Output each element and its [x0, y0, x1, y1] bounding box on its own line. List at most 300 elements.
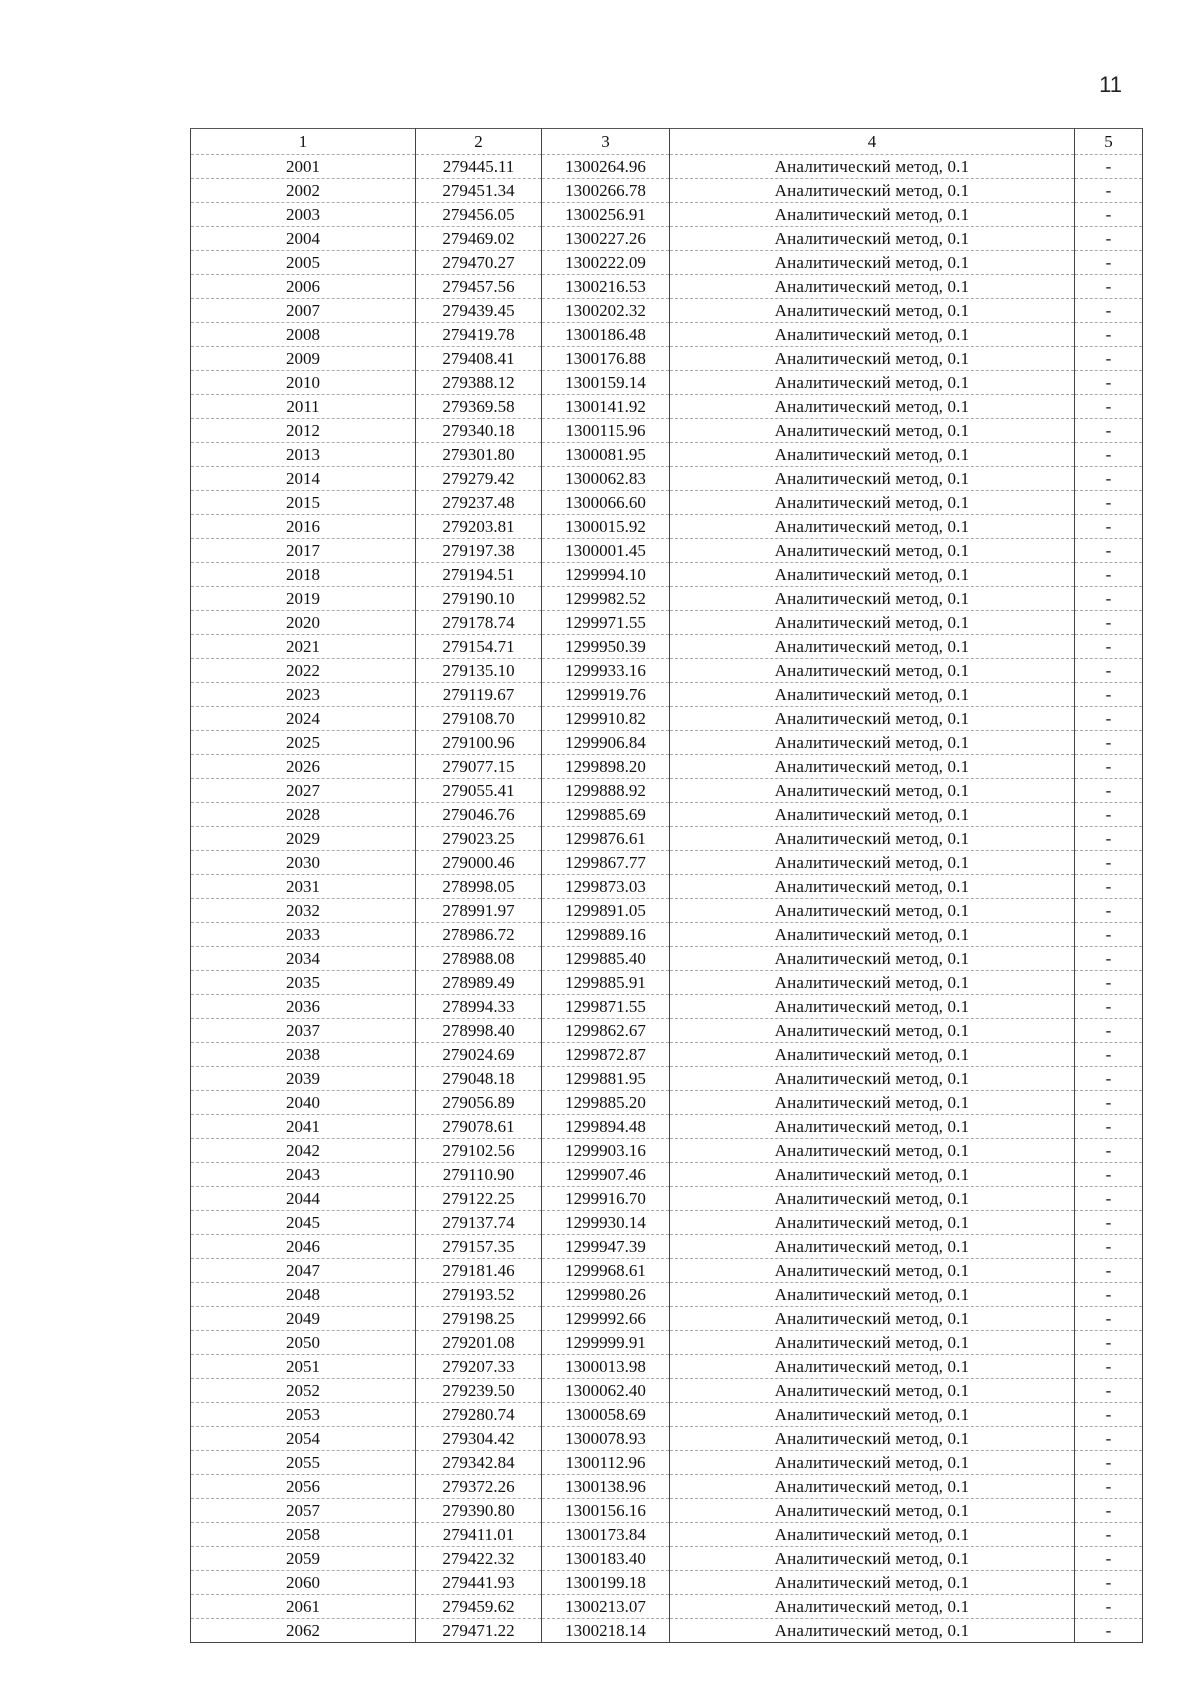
- description-cell: -: [1075, 347, 1143, 371]
- description-cell: -: [1075, 707, 1143, 731]
- method-cell: Аналитический метод, 0.1: [670, 419, 1075, 443]
- method-cell: Аналитический метод, 0.1: [670, 683, 1075, 707]
- description-cell: -: [1075, 1115, 1143, 1139]
- x-coordinate-cell: 279207.33: [416, 1355, 542, 1379]
- table-row: [191, 1427, 1143, 1451]
- point-number-cell: 2057: [191, 1499, 416, 1523]
- point-number-cell: 2047: [191, 1259, 416, 1283]
- description-cell: -: [1075, 659, 1143, 683]
- point-number-cell: 2052: [191, 1379, 416, 1403]
- point-number-cell: 2005: [191, 251, 416, 275]
- table-row: [191, 227, 1143, 251]
- x-coordinate-cell: 279137.74: [416, 1211, 542, 1235]
- table-row: [191, 851, 1143, 875]
- table-row: [191, 875, 1143, 899]
- method-cell: Аналитический метод, 0.1: [670, 1331, 1075, 1355]
- point-number-cell: 2009: [191, 347, 416, 371]
- x-coordinate-cell: 279046.76: [416, 803, 542, 827]
- x-coordinate-cell: 279203.81: [416, 515, 542, 539]
- table-row: [191, 1019, 1143, 1043]
- column-header-method: 4: [670, 129, 1075, 155]
- table-row: [191, 1355, 1143, 1379]
- description-cell: -: [1075, 1523, 1143, 1547]
- method-cell: Аналитический метод, 0.1: [670, 1475, 1075, 1499]
- table-row: [191, 1283, 1143, 1307]
- x-coordinate-cell: 279078.61: [416, 1115, 542, 1139]
- point-number-cell: 2039: [191, 1067, 416, 1091]
- point-number-cell: 2053: [191, 1403, 416, 1427]
- method-cell: Аналитический метод, 0.1: [670, 467, 1075, 491]
- y-coordinate-cell: 1299992.66: [542, 1307, 670, 1331]
- method-cell: Аналитический метод, 0.1: [670, 755, 1075, 779]
- table-row: [191, 899, 1143, 923]
- method-cell: Аналитический метод, 0.1: [670, 371, 1075, 395]
- point-number-cell: 2058: [191, 1523, 416, 1547]
- point-number-cell: 2049: [191, 1307, 416, 1331]
- description-cell: -: [1075, 1139, 1143, 1163]
- description-cell: -: [1075, 467, 1143, 491]
- point-number-cell: 2029: [191, 827, 416, 851]
- y-coordinate-cell: 1299876.61: [542, 827, 670, 851]
- description-cell: -: [1075, 443, 1143, 467]
- y-coordinate-cell: 1300176.88: [542, 347, 670, 371]
- y-coordinate-cell: 1299903.16: [542, 1139, 670, 1163]
- y-coordinate-cell: 1300213.07: [542, 1595, 670, 1619]
- point-number-cell: 2034: [191, 947, 416, 971]
- y-coordinate-cell: 1299947.39: [542, 1235, 670, 1259]
- method-cell: Аналитический метод, 0.1: [670, 179, 1075, 203]
- method-cell: Аналитический метод, 0.1: [670, 1355, 1075, 1379]
- y-coordinate-cell: 1300062.83: [542, 467, 670, 491]
- point-number-cell: 2002: [191, 179, 416, 203]
- method-cell: Аналитический метод, 0.1: [670, 731, 1075, 755]
- table-row: [191, 515, 1143, 539]
- table-row: [191, 731, 1143, 755]
- table-row: [191, 419, 1143, 443]
- y-coordinate-cell: 1299999.91: [542, 1331, 670, 1355]
- point-number-cell: 2041: [191, 1115, 416, 1139]
- y-coordinate-cell: 1300227.26: [542, 227, 670, 251]
- description-cell: -: [1075, 251, 1143, 275]
- x-coordinate-cell: 278998.40: [416, 1019, 542, 1043]
- x-coordinate-cell: 279470.27: [416, 251, 542, 275]
- table-row: [191, 1619, 1143, 1643]
- table-row: [191, 1115, 1143, 1139]
- header-row: [191, 129, 1143, 155]
- y-coordinate-cell: 1300081.95: [542, 443, 670, 467]
- description-cell: -: [1075, 1187, 1143, 1211]
- point-number-cell: 2038: [191, 1043, 416, 1067]
- method-cell: Аналитический метод, 0.1: [670, 1163, 1075, 1187]
- point-number-cell: 2016: [191, 515, 416, 539]
- x-coordinate-cell: 279390.80: [416, 1499, 542, 1523]
- table-row: [191, 1187, 1143, 1211]
- description-cell: -: [1075, 635, 1143, 659]
- description-cell: -: [1075, 1451, 1143, 1475]
- table-row: [191, 491, 1143, 515]
- point-number-cell: 2014: [191, 467, 416, 491]
- x-coordinate-cell: 279023.25: [416, 827, 542, 851]
- description-cell: -: [1075, 491, 1143, 515]
- y-coordinate-cell: 1299919.76: [542, 683, 670, 707]
- method-cell: Аналитический метод, 0.1: [670, 323, 1075, 347]
- description-cell: -: [1075, 299, 1143, 323]
- x-coordinate-cell: 279457.56: [416, 275, 542, 299]
- table-row: [191, 827, 1143, 851]
- y-coordinate-cell: 1299891.05: [542, 899, 670, 923]
- y-coordinate-cell: 1299885.20: [542, 1091, 670, 1115]
- description-cell: -: [1075, 563, 1143, 587]
- description-cell: -: [1075, 1019, 1143, 1043]
- description-cell: -: [1075, 731, 1143, 755]
- x-coordinate-cell: 279469.02: [416, 227, 542, 251]
- x-coordinate-cell: 279048.18: [416, 1067, 542, 1091]
- point-number-cell: 2040: [191, 1091, 416, 1115]
- method-cell: Аналитический метод, 0.1: [670, 1043, 1075, 1067]
- method-cell: Аналитический метод, 0.1: [670, 803, 1075, 827]
- x-coordinate-cell: 279154.71: [416, 635, 542, 659]
- point-number-cell: 2028: [191, 803, 416, 827]
- point-number-cell: 2013: [191, 443, 416, 467]
- x-coordinate-cell: 279301.80: [416, 443, 542, 467]
- y-coordinate-cell: 1300222.09: [542, 251, 670, 275]
- point-number-cell: 2024: [191, 707, 416, 731]
- x-coordinate-cell: 279408.41: [416, 347, 542, 371]
- method-cell: Аналитический метод, 0.1: [670, 1307, 1075, 1331]
- x-coordinate-cell: 279197.38: [416, 539, 542, 563]
- y-coordinate-cell: 1299933.16: [542, 659, 670, 683]
- description-cell: -: [1075, 971, 1143, 995]
- table-row: [191, 1379, 1143, 1403]
- table-row: [191, 923, 1143, 947]
- table-row: [191, 203, 1143, 227]
- y-coordinate-cell: 1300141.92: [542, 395, 670, 419]
- table-row: [191, 155, 1143, 179]
- point-number-cell: 2007: [191, 299, 416, 323]
- method-cell: Аналитический метод, 0.1: [670, 1547, 1075, 1571]
- description-cell: -: [1075, 683, 1143, 707]
- x-coordinate-cell: 279056.89: [416, 1091, 542, 1115]
- method-cell: Аналитический метод, 0.1: [670, 875, 1075, 899]
- description-cell: -: [1075, 1259, 1143, 1283]
- point-number-cell: 2061: [191, 1595, 416, 1619]
- y-coordinate-cell: 1299906.84: [542, 731, 670, 755]
- description-cell: -: [1075, 1067, 1143, 1091]
- x-coordinate-cell: 279279.42: [416, 467, 542, 491]
- description-cell: -: [1075, 1163, 1143, 1187]
- method-cell: Аналитический метод, 0.1: [670, 947, 1075, 971]
- description-cell: -: [1075, 371, 1143, 395]
- point-number-cell: 2031: [191, 875, 416, 899]
- point-number-cell: 2017: [191, 539, 416, 563]
- x-coordinate-cell: 279190.10: [416, 587, 542, 611]
- point-number-cell: 2015: [191, 491, 416, 515]
- method-cell: Аналитический метод, 0.1: [670, 491, 1075, 515]
- x-coordinate-cell: 279024.69: [416, 1043, 542, 1067]
- x-coordinate-cell: 279110.90: [416, 1163, 542, 1187]
- point-number-cell: 2004: [191, 227, 416, 251]
- method-cell: Аналитический метод, 0.1: [670, 1379, 1075, 1403]
- table-row: [191, 635, 1143, 659]
- y-coordinate-cell: 1299916.70: [542, 1187, 670, 1211]
- x-coordinate-cell: 279077.15: [416, 755, 542, 779]
- x-coordinate-cell: 279119.67: [416, 683, 542, 707]
- x-coordinate-cell: 279280.74: [416, 1403, 542, 1427]
- x-coordinate-cell: 279304.42: [416, 1427, 542, 1451]
- y-coordinate-cell: 1300115.96: [542, 419, 670, 443]
- y-coordinate-cell: 1300216.53: [542, 275, 670, 299]
- y-coordinate-cell: 1299910.82: [542, 707, 670, 731]
- description-cell: -: [1075, 1571, 1143, 1595]
- description-cell: -: [1075, 803, 1143, 827]
- table-row: [191, 1331, 1143, 1355]
- y-coordinate-cell: 1300256.91: [542, 203, 670, 227]
- description-cell: -: [1075, 1427, 1143, 1451]
- description-cell: -: [1075, 755, 1143, 779]
- table-row: [191, 1211, 1143, 1235]
- y-coordinate-cell: 1300186.48: [542, 323, 670, 347]
- x-coordinate-cell: 278994.33: [416, 995, 542, 1019]
- point-number-cell: 2036: [191, 995, 416, 1019]
- x-coordinate-cell: 279237.48: [416, 491, 542, 515]
- table-row: [191, 1595, 1143, 1619]
- description-cell: -: [1075, 587, 1143, 611]
- table-row: [191, 275, 1143, 299]
- point-number-cell: 2032: [191, 899, 416, 923]
- description-cell: -: [1075, 1355, 1143, 1379]
- table-row: [191, 1163, 1143, 1187]
- method-cell: Аналитический метод, 0.1: [670, 1403, 1075, 1427]
- method-cell: Аналитический метод, 0.1: [670, 275, 1075, 299]
- x-coordinate-cell: 279055.41: [416, 779, 542, 803]
- table-row: [191, 1571, 1143, 1595]
- method-cell: Аналитический метод, 0.1: [670, 923, 1075, 947]
- x-coordinate-cell: 279193.52: [416, 1283, 542, 1307]
- description-cell: -: [1075, 1235, 1143, 1259]
- x-coordinate-cell: 279471.22: [416, 1619, 542, 1643]
- page-number: 11: [1099, 72, 1122, 97]
- y-coordinate-cell: 1299885.69: [542, 803, 670, 827]
- table-row: [191, 539, 1143, 563]
- y-coordinate-cell: 1299907.46: [542, 1163, 670, 1187]
- description-cell: -: [1075, 779, 1143, 803]
- table-row: [191, 323, 1143, 347]
- method-cell: Аналитический метод, 0.1: [670, 971, 1075, 995]
- description-cell: -: [1075, 1091, 1143, 1115]
- description-cell: -: [1075, 947, 1143, 971]
- description-cell: -: [1075, 419, 1143, 443]
- y-coordinate-cell: 1299980.26: [542, 1283, 670, 1307]
- x-coordinate-cell: 279340.18: [416, 419, 542, 443]
- y-coordinate-cell: 1299871.55: [542, 995, 670, 1019]
- y-coordinate-cell: 1299872.87: [542, 1043, 670, 1067]
- point-number-cell: 2044: [191, 1187, 416, 1211]
- description-cell: -: [1075, 1331, 1143, 1355]
- x-coordinate-cell: 279108.70: [416, 707, 542, 731]
- method-cell: Аналитический метод, 0.1: [670, 1523, 1075, 1547]
- method-cell: Аналитический метод, 0.1: [670, 1187, 1075, 1211]
- table-row: [191, 443, 1143, 467]
- point-number-cell: 2008: [191, 323, 416, 347]
- table-row: [191, 251, 1143, 275]
- description-cell: -: [1075, 851, 1143, 875]
- point-number-cell: 2043: [191, 1163, 416, 1187]
- y-coordinate-cell: 1299968.61: [542, 1259, 670, 1283]
- description-cell: -: [1075, 1211, 1143, 1235]
- description-cell: -: [1075, 899, 1143, 923]
- description-cell: -: [1075, 827, 1143, 851]
- y-coordinate-cell: 1299971.55: [542, 611, 670, 635]
- x-coordinate-cell: 279439.45: [416, 299, 542, 323]
- x-coordinate-cell: 279445.11: [416, 155, 542, 179]
- method-cell: Аналитический метод, 0.1: [670, 1595, 1075, 1619]
- y-coordinate-cell: 1300156.16: [542, 1499, 670, 1523]
- y-coordinate-cell: 1300058.69: [542, 1403, 670, 1427]
- description-cell: -: [1075, 1499, 1143, 1523]
- x-coordinate-cell: 279419.78: [416, 323, 542, 347]
- description-cell: -: [1075, 395, 1143, 419]
- y-coordinate-cell: 1299894.48: [542, 1115, 670, 1139]
- method-cell: Аналитический метод, 0.1: [670, 1283, 1075, 1307]
- y-coordinate-cell: 1299867.77: [542, 851, 670, 875]
- point-number-cell: 2011: [191, 395, 416, 419]
- column-header-y: 3: [542, 129, 670, 155]
- x-coordinate-cell: 279181.46: [416, 1259, 542, 1283]
- y-coordinate-cell: 1300078.93: [542, 1427, 670, 1451]
- description-cell: -: [1075, 995, 1143, 1019]
- x-coordinate-cell: 278998.05: [416, 875, 542, 899]
- point-number-cell: 2006: [191, 275, 416, 299]
- x-coordinate-cell: 279201.08: [416, 1331, 542, 1355]
- method-cell: Аналитический метод, 0.1: [670, 1259, 1075, 1283]
- table-row: [191, 611, 1143, 635]
- method-cell: Аналитический метод, 0.1: [670, 1427, 1075, 1451]
- x-coordinate-cell: 279411.01: [416, 1523, 542, 1547]
- method-cell: Аналитический метод, 0.1: [670, 515, 1075, 539]
- description-cell: -: [1075, 539, 1143, 563]
- x-coordinate-cell: 279451.34: [416, 179, 542, 203]
- x-coordinate-cell: 279100.96: [416, 731, 542, 755]
- y-coordinate-cell: 1299982.52: [542, 587, 670, 611]
- y-coordinate-cell: 1300202.32: [542, 299, 670, 323]
- y-coordinate-cell: 1300138.96: [542, 1475, 670, 1499]
- column-header-point-number: 1: [191, 129, 416, 155]
- description-cell: -: [1075, 923, 1143, 947]
- x-coordinate-cell: 279388.12: [416, 371, 542, 395]
- point-number-cell: 2023: [191, 683, 416, 707]
- y-coordinate-cell: 1299881.95: [542, 1067, 670, 1091]
- method-cell: Аналитический метод, 0.1: [670, 851, 1075, 875]
- description-cell: -: [1075, 1043, 1143, 1067]
- y-coordinate-cell: 1300199.18: [542, 1571, 670, 1595]
- x-coordinate-cell: 278989.49: [416, 971, 542, 995]
- table-row: [191, 1499, 1143, 1523]
- method-cell: Аналитический метод, 0.1: [670, 587, 1075, 611]
- point-number-cell: 2030: [191, 851, 416, 875]
- table-row: [191, 1451, 1143, 1475]
- column-header-x: 2: [416, 129, 542, 155]
- x-coordinate-cell: 279369.58: [416, 395, 542, 419]
- method-cell: Аналитический метод, 0.1: [670, 1091, 1075, 1115]
- y-coordinate-cell: 1300112.96: [542, 1451, 670, 1475]
- x-coordinate-cell: 278986.72: [416, 923, 542, 947]
- description-cell: -: [1075, 155, 1143, 179]
- method-cell: Аналитический метод, 0.1: [670, 1019, 1075, 1043]
- point-number-cell: 2012: [191, 419, 416, 443]
- point-number-cell: 2021: [191, 635, 416, 659]
- description-cell: -: [1075, 1619, 1143, 1643]
- method-cell: Аналитический метод, 0.1: [670, 563, 1075, 587]
- point-number-cell: 2062: [191, 1619, 416, 1643]
- point-number-cell: 2018: [191, 563, 416, 587]
- description-cell: -: [1075, 1283, 1143, 1307]
- method-cell: Аналитический метод, 0.1: [670, 227, 1075, 251]
- x-coordinate-cell: 279198.25: [416, 1307, 542, 1331]
- column-header-description: 5: [1075, 129, 1143, 155]
- y-coordinate-cell: 1299898.20: [542, 755, 670, 779]
- table-row: [191, 299, 1143, 323]
- y-coordinate-cell: 1299994.10: [542, 563, 670, 587]
- method-cell: Аналитический метод, 0.1: [670, 1139, 1075, 1163]
- table-row: [191, 1475, 1143, 1499]
- method-cell: Аналитический метод, 0.1: [670, 611, 1075, 635]
- method-cell: Аналитический метод, 0.1: [670, 1619, 1075, 1643]
- method-cell: Аналитический метод, 0.1: [670, 827, 1075, 851]
- method-cell: Аналитический метод, 0.1: [670, 659, 1075, 683]
- method-cell: Аналитический метод, 0.1: [670, 251, 1075, 275]
- table-row: [191, 587, 1143, 611]
- table-row: [191, 803, 1143, 827]
- y-coordinate-cell: 1300015.92: [542, 515, 670, 539]
- point-number-cell: 2037: [191, 1019, 416, 1043]
- table-row: [191, 659, 1143, 683]
- method-cell: Аналитический метод, 0.1: [670, 1211, 1075, 1235]
- description-cell: -: [1075, 1307, 1143, 1331]
- point-number-cell: 2042: [191, 1139, 416, 1163]
- y-coordinate-cell: 1300159.14: [542, 371, 670, 395]
- x-coordinate-cell: 279194.51: [416, 563, 542, 587]
- y-coordinate-cell: 1299885.91: [542, 971, 670, 995]
- method-cell: Аналитический метод, 0.1: [670, 299, 1075, 323]
- table-row: [191, 1067, 1143, 1091]
- x-coordinate-cell: 279342.84: [416, 1451, 542, 1475]
- point-number-cell: 2059: [191, 1547, 416, 1571]
- method-cell: Аналитический метод, 0.1: [670, 1571, 1075, 1595]
- table-header: [191, 129, 1143, 155]
- y-coordinate-cell: 1300001.45: [542, 539, 670, 563]
- table-row: [191, 1091, 1143, 1115]
- y-coordinate-cell: 1299950.39: [542, 635, 670, 659]
- method-cell: Аналитический метод, 0.1: [670, 779, 1075, 803]
- table-row: [191, 755, 1143, 779]
- table-row: [191, 1259, 1143, 1283]
- description-cell: -: [1075, 875, 1143, 899]
- table-row: [191, 347, 1143, 371]
- x-coordinate-cell: 279459.62: [416, 1595, 542, 1619]
- table-row: [191, 371, 1143, 395]
- description-cell: -: [1075, 179, 1143, 203]
- description-cell: -: [1075, 1379, 1143, 1403]
- table-row: [191, 947, 1143, 971]
- point-number-cell: 2020: [191, 611, 416, 635]
- x-coordinate-cell: 278988.08: [416, 947, 542, 971]
- point-number-cell: 2010: [191, 371, 416, 395]
- x-coordinate-cell: 279102.56: [416, 1139, 542, 1163]
- description-cell: -: [1075, 323, 1143, 347]
- method-cell: Аналитический метод, 0.1: [670, 635, 1075, 659]
- point-number-cell: 2051: [191, 1355, 416, 1379]
- x-coordinate-cell: 279157.35: [416, 1235, 542, 1259]
